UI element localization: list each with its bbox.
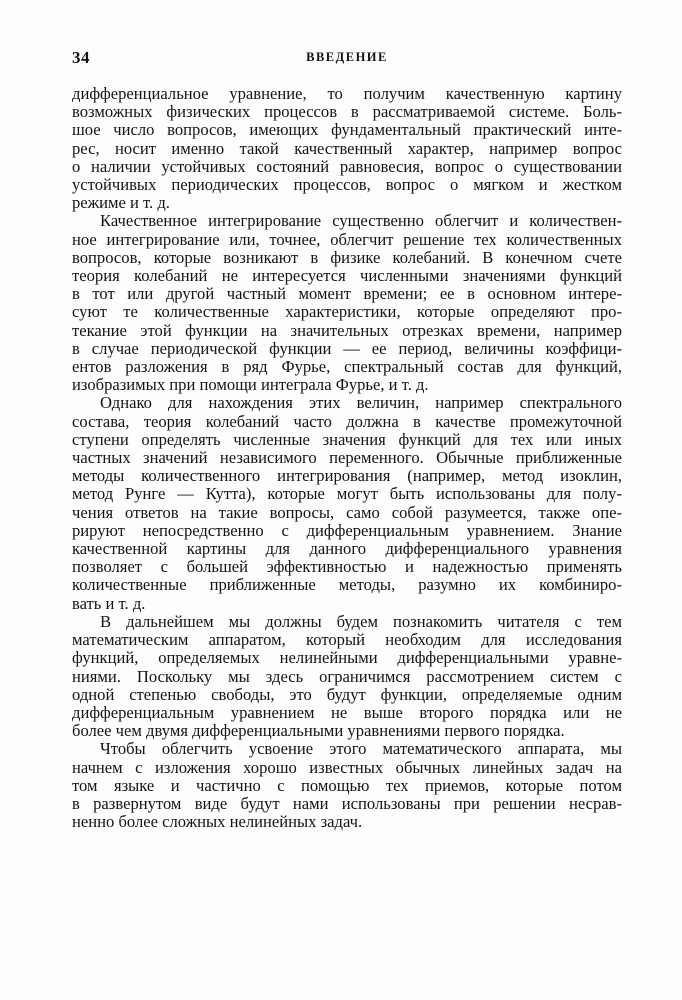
- text-line: ниями. Поскольку мы здесь ограничимся рассмотрением систем с: [72, 667, 622, 686]
- text-line: метод Рунге — Кутта), которые могут быть использованы для полу-: [72, 485, 622, 504]
- text-line: начнем с изложения хорошо известных обычных линейных задач на: [72, 758, 622, 777]
- paragraph-3: [72, 394, 622, 612]
- text-line: Качественное интегрирование существенно облегчит и количествен-: [100, 212, 622, 231]
- text-line: теория колебаний не интересуется численными значениями функций: [72, 267, 622, 286]
- text-line: чения ответов на такие вопросы, само собой разумеется, также опе-: [72, 503, 622, 522]
- text-line: ное интегрирование или, точнее, облегчит решение тех количественных: [72, 230, 622, 249]
- text-line: режиме и т. д.: [72, 194, 170, 213]
- text-line: устойчивых периодических процессов, вопрос о мягком и жестком: [72, 176, 622, 195]
- paragraph-5: [72, 740, 622, 831]
- text-line: дифференциальным уравнением не выше второго порядка или не: [72, 703, 622, 722]
- text-line: дифференциальное уравнение, то получим качественную картину: [72, 85, 622, 103]
- paragraph-1: [72, 85, 622, 212]
- text-line: в случае периодической функции — ее период, величины коэффици-: [72, 339, 622, 358]
- text-line: текание этой функции на значительных отрезках времени, например: [72, 321, 622, 340]
- text-line: методы количественного интегрирования (например, метод изоклин,: [72, 467, 622, 486]
- text-line: в развернутом виде будут нами использованы при решении несрав-: [72, 794, 622, 813]
- text-line: возможных физических процессов в рассматриваемой системе. Боль-: [72, 103, 622, 122]
- text-line: Однако для нахождения этих величин, например спектрального: [100, 394, 622, 413]
- running-head: ВВЕДЕНИЕ: [306, 50, 388, 64]
- text-line: позволяет с большей эффективностью и надежностью применять: [72, 558, 622, 577]
- text-line: ненно более сложных нелинейных задач.: [72, 813, 363, 832]
- text-line: Чтобы облегчить усвоение этого математического аппарата, мы: [100, 740, 622, 759]
- text-line: одной степенью свободы, это будут функции, определяемые одним: [72, 685, 622, 704]
- text-line: вать и т. д.: [72, 594, 146, 613]
- text-line: функций, определяемых нелинейными дифференциальными уравне-: [72, 649, 622, 668]
- text-line: суют те количественные характеристики, которые определяют про-: [72, 303, 622, 322]
- page-number: 34: [72, 48, 90, 67]
- text-line: рес, носит именно такой качественный характер, например вопрос: [72, 139, 622, 158]
- body-text: [72, 85, 622, 831]
- text-line: том языке и частично с помощью тех приемов, которые потом: [72, 776, 622, 795]
- text-line: ступени определять численные значения функций для тех или иных: [72, 430, 622, 449]
- text-line: В дальнейшем мы должны будем познакомить читателя с тем: [100, 612, 622, 631]
- text-line: шое число вопросов, имеющих фундаментальный практический инте-: [72, 121, 622, 140]
- text-line: в тот или другой частный момент времени; ее в основном интере-: [72, 285, 622, 304]
- text-line: рируют непосредственно с дифференциальным уравнением. Знание: [72, 521, 622, 540]
- paragraph-2: [72, 212, 622, 394]
- text-line: математическим аппаратом, который необходим для исследования: [72, 631, 622, 650]
- paragraph-4: [72, 613, 622, 740]
- text-line: частных значений независимого переменного. Обычные приближенные: [72, 449, 622, 468]
- text-line: качественной картины для данного дифференциального уравнения: [72, 540, 622, 559]
- text-line: изобразимых при помощи интеграла Фурье, и т. д.: [72, 376, 429, 395]
- text-line: состава, теория колебаний часто должна в качестве промежуточной: [72, 412, 622, 431]
- text-line: более чем двумя дифференциальными уравнениями первого порядка.: [72, 722, 565, 741]
- text-line: количественные приближенные методы, разумно их комбиниро-: [72, 576, 622, 595]
- page-header: [72, 48, 622, 70]
- text-line: вопросов, которые возникают в физике колебаний. В конечном счете: [72, 248, 622, 267]
- text-line: ентов разложения в ряд Фурье, спектральный состав для функций,: [72, 358, 622, 377]
- text-line: о наличии устойчивых состояний равновесия, вопрос о существовании: [72, 157, 622, 176]
